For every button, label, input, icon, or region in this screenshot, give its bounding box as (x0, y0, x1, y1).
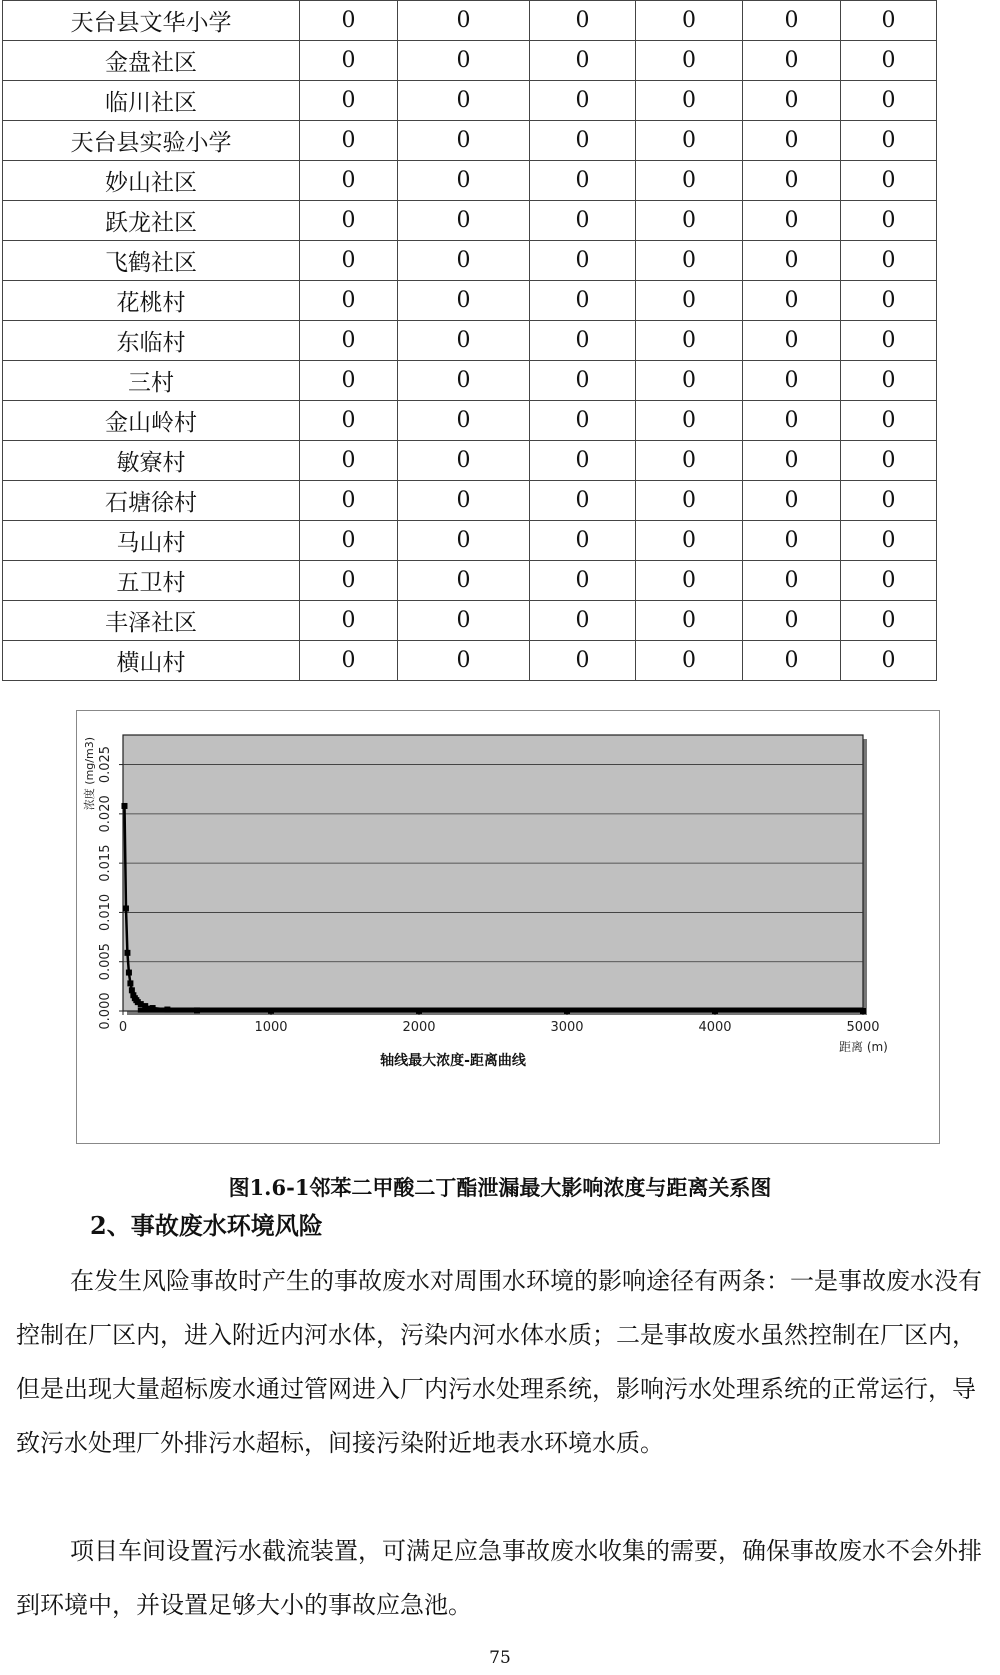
value-cell: 0 (636, 1, 743, 41)
x-tick-label: 4000 (698, 1020, 732, 1035)
page-number: 75 (489, 1648, 511, 1668)
value-cell: 0 (530, 321, 636, 361)
section-heading: 2、事故废水环境风险 (90, 1211, 323, 1240)
value-cell: 0 (636, 561, 743, 601)
table-row (3, 561, 937, 601)
value-cell: 0 (398, 561, 530, 601)
value-cell: 0 (636, 121, 743, 161)
value-cell: 0 (841, 641, 937, 681)
value-cell: 0 (841, 321, 937, 361)
value-cell: 0 (743, 1, 841, 41)
value-cell: 0 (530, 521, 636, 561)
value-cell: 0 (743, 201, 841, 241)
table-row (3, 201, 937, 241)
x-axis-label: 距离 (m) (839, 1040, 888, 1054)
value-cell: 0 (743, 401, 841, 441)
value-cell: 0 (636, 361, 743, 401)
value-cell: 0 (841, 361, 937, 401)
value-cell: 0 (743, 601, 841, 641)
value-cell: 0 (398, 641, 530, 681)
location-name-cell: 飞鹤社区 (3, 241, 300, 281)
data-point (127, 980, 133, 986)
paragraph-2 (16, 1524, 986, 1632)
location-name-cell: 金山岭村 (3, 401, 300, 441)
data-point (123, 905, 129, 911)
value-cell: 0 (841, 281, 937, 321)
value-cell: 0 (300, 521, 398, 561)
value-cell: 0 (300, 1, 398, 41)
value-cell: 0 (636, 481, 743, 521)
value-cell: 0 (636, 601, 743, 641)
value-cell: 0 (743, 281, 841, 321)
value-cell: 0 (530, 81, 636, 121)
x-tick-label: 0 (118, 1020, 128, 1035)
value-cell: 0 (398, 361, 530, 401)
value-cell: 0 (841, 601, 937, 641)
value-cell: 0 (841, 121, 937, 161)
table-row (3, 81, 937, 121)
value-cell: 0 (398, 481, 530, 521)
value-cell: 0 (841, 1, 937, 41)
value-cell: 0 (841, 401, 937, 441)
value-cell: 0 (398, 601, 530, 641)
value-cell: 0 (636, 521, 743, 561)
value-cell: 0 (398, 161, 530, 201)
value-cell: 0 (300, 241, 398, 281)
value-cell: 0 (636, 401, 743, 441)
value-cell: 0 (530, 41, 636, 81)
table-row (3, 641, 937, 681)
value-cell: 0 (636, 641, 743, 681)
location-name-cell: 五卫村 (3, 561, 300, 601)
value-cell: 0 (300, 401, 398, 441)
value-cell: 0 (300, 481, 398, 521)
value-cell: 0 (530, 361, 636, 401)
value-cell: 0 (841, 201, 937, 241)
table-row (3, 321, 937, 361)
chart-title: 轴线最大浓度-距离曲线 (380, 1053, 526, 1069)
value-cell: 0 (530, 401, 636, 441)
paragraph-1-text: 在发生风险事故时产生的事故废水对周围水环境的影响途径有两条：一是事故废水没有控制在厂区内，进入附近内河水体，污染内河水体水质；二是事故废水虽然控制在厂区内，但是出现大量超标废水通过管网进入厂内污水处理系统，影响污水处理系统的正常运行，导致污水处理厂外排污水超标，间接污染附近地表水环境水质。 (16, 1267, 982, 1457)
value-cell: 0 (300, 601, 398, 641)
table-row (3, 241, 937, 281)
table-row (3, 121, 937, 161)
value-cell: 0 (398, 241, 530, 281)
location-name-cell: 东临村 (3, 321, 300, 361)
location-name-cell: 临川社区 (3, 81, 300, 121)
data-point (121, 803, 127, 809)
plot-area (123, 735, 863, 1011)
table-row (3, 521, 937, 561)
location-name-cell: 横山村 (3, 641, 300, 681)
value-cell: 0 (743, 121, 841, 161)
data-point (124, 950, 130, 956)
location-name-cell: 花桃村 (3, 281, 300, 321)
value-cell: 0 (530, 241, 636, 281)
y-tick-label: 0.010 (98, 893, 113, 932)
value-cell: 0 (398, 1, 530, 41)
table-row (3, 281, 937, 321)
value-cell: 0 (743, 561, 841, 601)
value-cell: 0 (743, 321, 841, 361)
location-name-cell: 丰泽社区 (3, 601, 300, 641)
value-cell: 0 (841, 161, 937, 201)
value-cell: 0 (398, 201, 530, 241)
value-cell: 0 (398, 81, 530, 121)
value-cell: 0 (743, 361, 841, 401)
location-name-cell: 三村 (3, 361, 300, 401)
value-cell: 0 (743, 81, 841, 121)
location-name-cell: 跃龙社区 (3, 201, 300, 241)
value-cell: 0 (841, 521, 937, 561)
value-cell: 0 (530, 281, 636, 321)
location-name-cell: 妙山社区 (3, 161, 300, 201)
value-cell: 0 (841, 561, 937, 601)
location-name-cell: 敏寮村 (3, 441, 300, 481)
value-cell: 0 (300, 641, 398, 681)
table-row (3, 601, 937, 641)
value-cell: 0 (743, 521, 841, 561)
value-cell: 0 (530, 441, 636, 481)
value-cell: 0 (530, 601, 636, 641)
location-name-cell: 金盘社区 (3, 41, 300, 81)
table-row (3, 41, 937, 81)
table-row (3, 1, 937, 41)
location-name-cell: 石塘徐村 (3, 481, 300, 521)
table-row (3, 481, 937, 521)
y-tick-label: 0.005 (98, 943, 113, 981)
location-name-cell: 天台县实验小学 (3, 121, 300, 161)
value-cell: 0 (300, 321, 398, 361)
value-cell: 0 (636, 241, 743, 281)
value-cell: 0 (743, 41, 841, 81)
value-cell: 0 (743, 481, 841, 521)
value-cell: 0 (530, 121, 636, 161)
value-cell: 0 (636, 41, 743, 81)
table-row (3, 441, 937, 481)
y-axis-label: 浓度 (mg/m3) (83, 737, 96, 811)
value-cell: 0 (398, 281, 530, 321)
value-cell: 0 (636, 81, 743, 121)
table-row (3, 401, 937, 441)
value-cell: 0 (636, 161, 743, 201)
value-cell: 0 (398, 441, 530, 481)
value-cell: 0 (530, 641, 636, 681)
value-cell: 0 (530, 481, 636, 521)
value-cell: 0 (300, 161, 398, 201)
figure-caption: 图1.6-1邻苯二甲酸二丁酯泄漏最大影响浓度与距离关系图 (228, 1175, 772, 1200)
value-cell: 0 (841, 441, 937, 481)
value-cell: 0 (743, 241, 841, 281)
x-tick-label: 1000 (254, 1020, 288, 1035)
table-row (3, 361, 937, 401)
value-cell: 0 (636, 201, 743, 241)
location-name-cell: 马山村 (3, 521, 300, 561)
y-tick-label: 0.015 (98, 844, 113, 882)
value-cell: 0 (300, 361, 398, 401)
x-tick-label: 2000 (402, 1020, 436, 1035)
value-cell: 0 (743, 441, 841, 481)
value-cell: 0 (300, 201, 398, 241)
value-cell: 0 (530, 161, 636, 201)
value-cell: 0 (530, 561, 636, 601)
y-tick-label: 0.025 (98, 745, 113, 784)
value-cell: 0 (841, 481, 937, 521)
value-cell: 0 (841, 81, 937, 121)
value-cell: 0 (743, 641, 841, 681)
location-name-cell: 天台县文华小学 (3, 1, 300, 41)
y-tick-label: 0.020 (98, 795, 113, 833)
value-cell: 0 (743, 161, 841, 201)
x-tick-label: 3000 (550, 1020, 584, 1035)
value-cell: 0 (398, 521, 530, 561)
value-cell: 0 (530, 201, 636, 241)
value-cell: 0 (300, 561, 398, 601)
value-cell: 0 (300, 121, 398, 161)
concentration-distance-chart (77, 711, 939, 1143)
value-cell: 0 (398, 401, 530, 441)
value-cell: 0 (636, 321, 743, 361)
value-cell: 0 (636, 281, 743, 321)
value-cell: 0 (300, 441, 398, 481)
value-cell: 0 (300, 281, 398, 321)
value-cell: 0 (300, 81, 398, 121)
value-cell: 0 (398, 41, 530, 81)
chart-frame (76, 710, 940, 1144)
value-cell: 0 (841, 241, 937, 281)
value-cell: 0 (841, 41, 937, 81)
receptor-concentration-table (2, 0, 937, 681)
x-tick-label: 5000 (846, 1020, 880, 1035)
value-cell: 0 (398, 121, 530, 161)
table-row (3, 161, 937, 201)
value-cell: 0 (398, 321, 530, 361)
paragraph-2-text: 项目车间设置污水截流装置，可满足应急事故废水收集的需要，确保事故废水不会外排到环境中，并设置足够大小的事故应急池。 (16, 1537, 982, 1619)
value-cell: 0 (300, 41, 398, 81)
value-cell: 0 (636, 441, 743, 481)
data-point (126, 970, 132, 976)
value-cell: 0 (530, 1, 636, 41)
y-tick-label: 0.000 (98, 992, 113, 1030)
paragraph-1 (16, 1254, 986, 1470)
